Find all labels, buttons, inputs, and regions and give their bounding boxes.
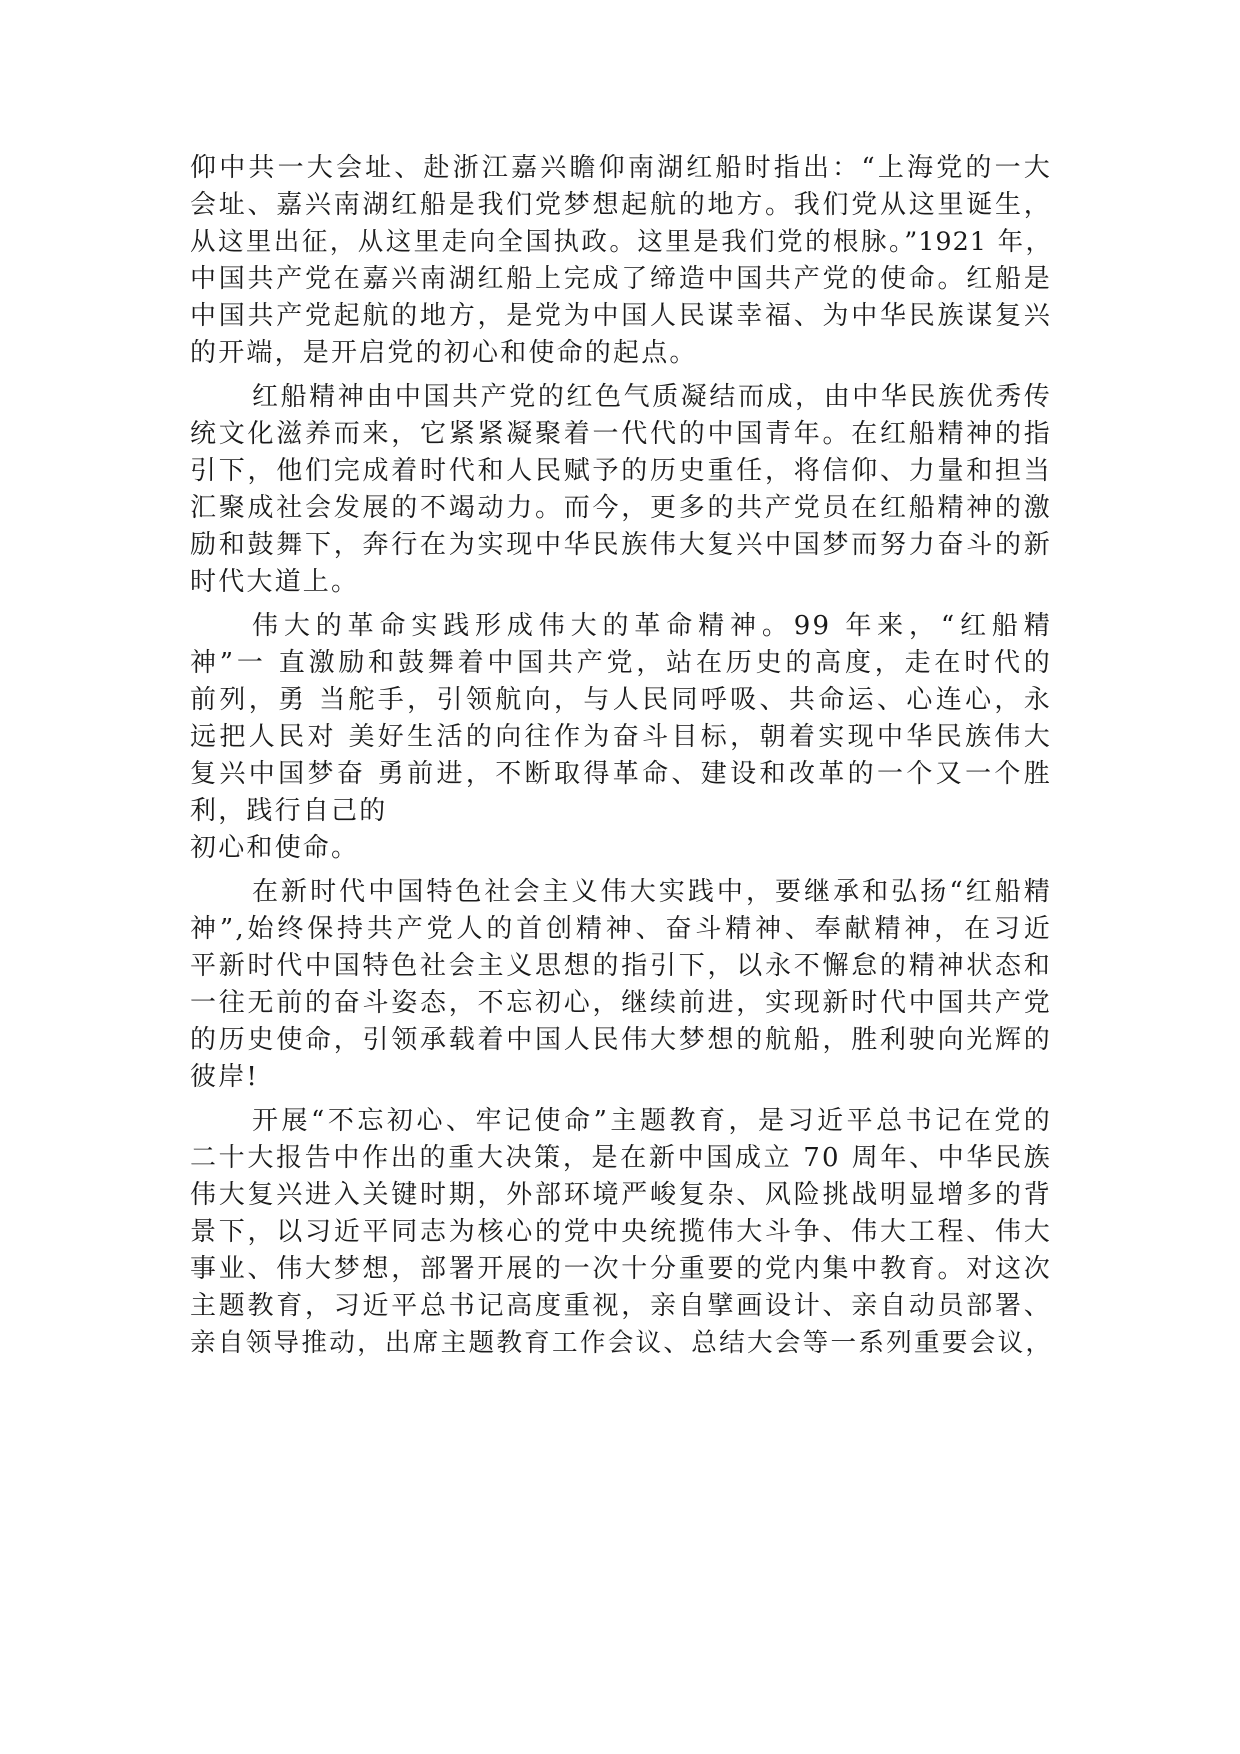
text-line: 统文化滋养而来，它紧紧凝聚着一代代的中国青年。在红船精神的指 [190, 419, 1052, 449]
text-line: 事业、伟大梦想，部署开展的一次十分重要的党内集中教育。对这次 [190, 1254, 1052, 1284]
text-line: 神”一 直激励和鼓舞着中国共产党，站在历史的高度，走在时代的 [190, 648, 1052, 678]
text-line: 初心和使命。 [190, 833, 360, 863]
text-line: 亲自领导推动，出席主题教育工作会议、总结大会等一系列重要会议， [190, 1328, 1052, 1358]
text-line: 在新时代中国特色社会主义伟大实践中，要继承和弘扬“红船精 [252, 877, 1052, 907]
text-line: 中国共产党起航的地方，是党为中国人民谋幸福、为中华民族谋复兴 [190, 301, 1052, 331]
text-line: 神”,始终保持共产党人的首创精神、奋斗精神、奉献精神，在习近 [190, 914, 1052, 944]
text-line: 远把人民对 美好生活的向往作为奋斗目标，朝着实现中华民族伟大 [190, 722, 1052, 752]
text-line: 励和鼓舞下，奔行在为实现中华民族伟大复兴中国梦而努力奋斗的新 [190, 530, 1052, 560]
paragraph-1 [190, 150, 1052, 372]
paragraph-3 [190, 608, 1052, 867]
text-line: 利，践行自己的 [190, 796, 388, 826]
text-line: 景下，以习近平同志为核心的党中央统揽伟大斗争、伟大工程、伟大 [190, 1217, 1052, 1247]
text-line: 仰中共一大会址、赴浙江嘉兴瞻仰南湖红船时指出：“上海党的一大 [190, 153, 1052, 183]
text-line: 从这里出征，从这里走向全国执政。这里是我们党的根脉。”1921 年， [190, 227, 1052, 257]
document-body [190, 150, 1052, 1369]
text-line: 复兴中国梦奋 勇前进，不断取得革命、建设和改革的一个又一个胜 [190, 759, 1052, 789]
text-line: 一往无前的奋斗姿态，不忘初心，继续前进，实现新时代中国共产党 [190, 988, 1052, 1018]
text-line: 彼岸! [190, 1062, 260, 1092]
text-line: 开展“不忘初心、牢记使命”主题教育，是习近平总书记在党的 [252, 1106, 1052, 1136]
text-line: 红船精神由中国共产党的红色气质凝结而成，由中华民族优秀传 [252, 382, 1052, 412]
paragraph-5 [190, 1103, 1052, 1362]
text-line: 的开端，是开启党的初心和使命的起点。 [190, 338, 698, 368]
text-line: 引下，他们完成着时代和人民赋予的历史重任，将信仰、力量和担当 [190, 456, 1052, 486]
text-line: 平新时代中国特色社会主义思想的指引下，以永不懈怠的精神状态和 [190, 951, 1052, 981]
paragraph-4 [190, 874, 1052, 1096]
text-line: 伟大的革命实践形成伟大的革命精神。99 年来，“红船精 [252, 611, 1052, 641]
text-line: 中国共产党在嘉兴南湖红船上完成了缔造中国共产党的使命。红船是 [190, 264, 1052, 294]
text-line: 的历史使命，引领承载着中国人民伟大梦想的航船，胜利驶向光辉的 [190, 1025, 1052, 1055]
text-line: 主题教育，习近平总书记高度重视，亲自擘画设计、亲自动员部署、 [190, 1291, 1052, 1321]
text-line: 前列，勇 当舵手，引领航向，与人民同呼吸、共命运、心连心，永 [190, 685, 1052, 715]
text-line: 时代大道上。 [190, 567, 360, 597]
text-line: 汇聚成社会发展的不竭动力。而今，更多的共产党员在红船精神的激 [190, 493, 1052, 523]
text-line: 会址、嘉兴南湖红船是我们党梦想起航的地方。我们党从这里诞生， [190, 190, 1052, 220]
text-line: 二十大报告中作出的重大决策，是在新中国成立 70 周年、中华民族 [190, 1143, 1052, 1173]
text-line: 伟大复兴进入关键时期，外部环境严峻复杂、风险挑战明显增多的背 [190, 1180, 1052, 1210]
paragraph-2 [190, 379, 1052, 601]
